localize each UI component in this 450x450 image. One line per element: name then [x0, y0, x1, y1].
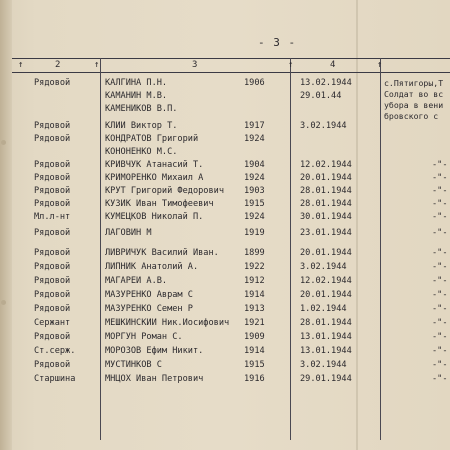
ditto-cell: -"- [432, 374, 448, 384]
rank-cell: Рядовой [34, 228, 71, 238]
date-cell: 20.01.1944 [300, 248, 352, 258]
name-cell: МОРОЗОВ Ефим Никит. [105, 346, 204, 356]
table-row [0, 121, 450, 135]
birth-year-cell: 1917 [244, 121, 265, 131]
table-row [0, 318, 450, 332]
birth-year-cell: 1903 [244, 186, 265, 196]
birth-year-cell: 1914 [244, 290, 265, 300]
date-cell: 20.01.1944 [300, 173, 352, 183]
rank-cell: Рядовой [34, 160, 71, 170]
ditto-cell: -"- [432, 318, 448, 328]
name-cell: КОНОНЕНКО М.С. [105, 147, 178, 157]
date-cell: 29.01.1944 [300, 374, 352, 384]
table-row [0, 290, 450, 304]
table-row [0, 332, 450, 346]
table-row [0, 186, 450, 200]
rank-cell: Рядовой [34, 276, 71, 286]
rank-cell: Рядовой [34, 360, 71, 370]
ditto-cell: -"- [432, 332, 448, 342]
ditto-cell: -"- [432, 346, 448, 356]
table-row [0, 199, 450, 213]
table-row [0, 346, 450, 360]
date-cell: 12.02.1944 [300, 160, 352, 170]
rank-cell: Старшина [34, 374, 76, 384]
date-cell: 29.01.44 [300, 91, 342, 101]
rank-cell: Рядовой [34, 134, 71, 144]
birth-year-cell: 1909 [244, 332, 265, 342]
birth-year-cell: 1916 [244, 374, 265, 384]
table-row [0, 360, 450, 374]
ditto-cell: -"- [432, 173, 448, 183]
table-row [0, 262, 450, 276]
date-cell: 3.02.1944 [300, 121, 347, 131]
date-cell: 3.02.1944 [300, 262, 347, 272]
birth-year-cell: 1904 [244, 160, 265, 170]
birth-year-cell: 1921 [244, 318, 265, 328]
side-note-line: бровского с [384, 111, 439, 121]
column-marker-arrow: ↑ [94, 60, 100, 70]
table-row [0, 212, 450, 226]
name-cell: МАЗУРЕНКО Аврам С [105, 290, 193, 300]
birth-year-cell: 1919 [244, 228, 265, 238]
date-cell: 28.01.1944 [300, 186, 352, 196]
birth-year-cell: 1924 [244, 173, 265, 183]
rank-cell: Рядовой [34, 78, 71, 88]
name-cell: МОРГУН Роман С. [105, 332, 183, 342]
name-cell: КЛИЙ Виктор Т. [105, 121, 178, 131]
date-cell: 13.01.1944 [300, 332, 352, 342]
name-cell: КУМЕЦКОВ Николай П. [105, 212, 204, 222]
rank-cell: Рядовой [34, 199, 71, 209]
table-row [0, 228, 450, 242]
birth-year-cell: 1912 [244, 276, 265, 286]
rank-cell: Рядовой [34, 121, 71, 131]
ditto-cell: -"- [432, 276, 448, 286]
name-cell: КРУТ Григорий Федорович [105, 186, 224, 196]
date-cell: 28.01.1944 [300, 199, 352, 209]
name-cell: МАЗУРЕНКО Семен Р [105, 304, 193, 314]
header-top-rule [12, 58, 450, 59]
rank-cell: Рядовой [34, 290, 71, 300]
date-cell: 23.01.1944 [300, 228, 352, 238]
date-cell: 1.02.1944 [300, 304, 347, 314]
birth-year-cell: 1924 [244, 134, 265, 144]
rank-cell: Рядовой [34, 262, 71, 272]
birth-year-cell: 1906 [244, 78, 265, 88]
name-cell: МУСТИНКОВ С [105, 360, 162, 370]
name-cell: КОНДРАТОВ Григорий [105, 134, 199, 144]
name-cell: МЕШКИНСКИЙ Ник.Иосифович [105, 318, 230, 328]
ditto-cell: -"- [432, 248, 448, 258]
table-row [0, 91, 450, 105]
rank-cell: Сержант [34, 318, 71, 328]
ditto-cell: -"- [432, 228, 448, 238]
page-number: - 3 - [258, 36, 297, 49]
rank-cell: Рядовой [34, 332, 71, 342]
name-cell: КАЛГИНА П.Н. [105, 78, 168, 88]
rank-cell: Рядовой [34, 173, 71, 183]
column-number: 4 [330, 60, 336, 70]
birth-year-cell: 1924 [244, 212, 265, 222]
birth-year-cell: 1913 [244, 304, 265, 314]
column-marker-arrow: ↑ [377, 60, 383, 70]
rank-cell: Рядовой [34, 304, 71, 314]
name-cell: МАГАРЕЙ А.В. [105, 276, 168, 286]
date-cell: 13.02.1944 [300, 78, 352, 88]
ditto-cell: -"- [432, 199, 448, 209]
name-cell: КРИМОРЕНКО Михаил А [105, 173, 204, 183]
column-number: 3 [192, 60, 198, 70]
date-cell: 28.01.1944 [300, 318, 352, 328]
date-cell: 3.02.1944 [300, 360, 347, 370]
date-cell: 20.01.1944 [300, 290, 352, 300]
birth-year-cell: 1914 [244, 346, 265, 356]
side-note-line: с.Пятигоры,Т [384, 78, 444, 88]
birth-year-cell: 1899 [244, 248, 265, 258]
side-note-line: Солдат во вс [384, 89, 444, 99]
ditto-cell: -"- [432, 290, 448, 300]
name-cell: МНЦОХ Иван Петрович [105, 374, 204, 384]
birth-year-cell: 1915 [244, 360, 265, 370]
name-cell: ЛИВРИЧУК Василий Иван. [105, 248, 219, 258]
table-row [0, 160, 450, 174]
rank-cell: Рядовой [34, 248, 71, 258]
name-cell: КУЗИК Иван Тимофеевич [105, 199, 214, 209]
table-row [0, 78, 450, 92]
name-cell: ЛАГОВИН М [105, 228, 152, 238]
date-cell: 13.01.1944 [300, 346, 352, 356]
table-row [0, 304, 450, 318]
name-cell: ЛИПНИК Анатолий А. [105, 262, 199, 272]
birth-year-cell: 1922 [244, 262, 265, 272]
table-row [0, 134, 450, 148]
ditto-cell: -"- [432, 212, 448, 222]
column-marker-arrow: ↑ [18, 60, 24, 70]
birth-year-cell: 1915 [244, 199, 265, 209]
table-row [0, 248, 450, 262]
table-row [0, 173, 450, 187]
rank-cell: Рядовой [34, 186, 71, 196]
name-cell: КАМЕНИКОВ В.П. [105, 104, 178, 114]
ditto-cell: -"- [432, 262, 448, 272]
name-cell: КАМАНИН М.В. [105, 91, 168, 101]
header-bottom-rule [12, 72, 450, 73]
column-number: 2 [55, 60, 61, 70]
date-cell: 12.02.1944 [300, 276, 352, 286]
rank-cell: Ст.серж. [34, 346, 76, 356]
ditto-cell: -"- [432, 160, 448, 170]
ditto-cell: -"- [432, 360, 448, 370]
column-marker-arrow: ↑ [288, 60, 294, 70]
table-row [0, 147, 450, 161]
table-row [0, 374, 450, 388]
side-note-line: убора в вени [384, 100, 444, 110]
name-cell: КРИВЧУК Атанасий Т. [105, 160, 204, 170]
table-row [0, 276, 450, 290]
date-cell: 30.01.1944 [300, 212, 352, 222]
table-row [0, 104, 450, 118]
ditto-cell: -"- [432, 186, 448, 196]
ditto-cell: -"- [432, 304, 448, 314]
rank-cell: Мл.л-нт [34, 212, 71, 222]
